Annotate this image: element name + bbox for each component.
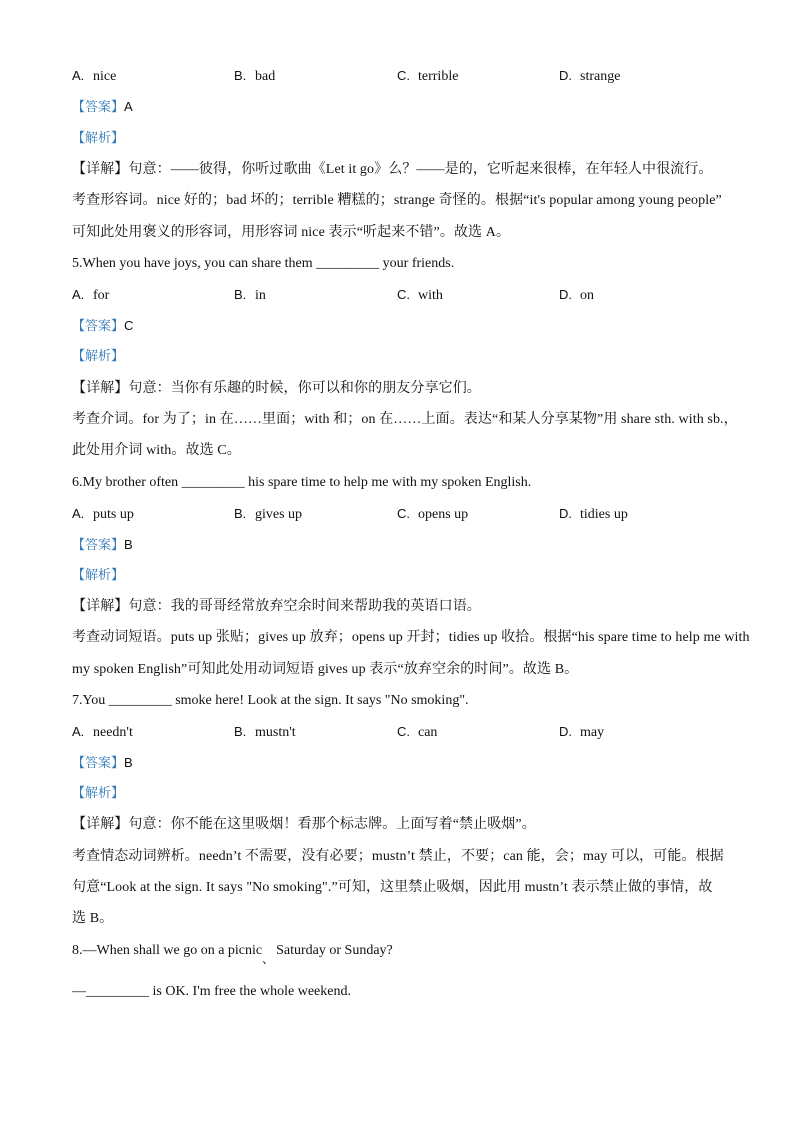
q5-answer: 【答案】C: [72, 318, 134, 334]
q5-option-a: A. for: [72, 287, 110, 303]
q6-question: 6.My brother often _________ his spare time to help me with my spoken English.: [72, 475, 532, 490]
q8-question: 8.—When shall we go on a picnic 、 Saturday or Sunday?: [72, 943, 393, 966]
q6-answer: 【答案】B: [72, 537, 133, 553]
q6-option-b: B. gives up: [234, 506, 303, 522]
q6-detail: 【详解】句意：我的哥哥经常放弃空余时间来帮助我的英语口语。: [72, 599, 481, 614]
q6-explain-2: my spoken English”可知此处用动词短语 gives up 表示“放弃空余的时间”。故选 B。: [72, 662, 579, 677]
q6-explain-1: 考查动词短语。puts up 张贴；gives up 放弃；opens up 开封；tidies up 收拾。根据“his spare time to help me with: [72, 630, 750, 645]
q4-explain-2: 可知此处用褒义的形容词，用形容词 nice 表示“听起来不错”。故选 A。: [72, 225, 511, 240]
q7-question: 7.You _________ smoke here! Look at the sign. It says "No smoking".: [72, 693, 469, 708]
q6-option-d: D. tidies up: [559, 506, 628, 522]
q4-option-a: A. nice: [72, 68, 117, 84]
q7-explain-3: 选 B。: [72, 911, 114, 926]
q6-option-a: A. puts up: [72, 506, 134, 522]
q7-analysis-label: 【解析】: [72, 786, 125, 801]
q4-analysis-label: 【解析】: [72, 131, 125, 146]
q6-options: [72, 504, 732, 524]
q5-question: 5.When you have joys, you can share them _________ your friends.: [72, 256, 455, 271]
q5-analysis-label: 【解析】: [72, 349, 125, 364]
q7-answer: 【答案】B: [72, 755, 133, 771]
q5-options: [72, 285, 732, 305]
q4-option-b: B. bad: [234, 68, 276, 84]
q4-detail: 【详解】句意：——彼得，你听过歌曲《Let it go》么？——是的，它听起来很棒，在年轻人中很流行。: [72, 162, 713, 177]
q7-explain-2: 句意“Look at the sign. It says "No smoking".”可知，这里禁止吸烟，因此用 mustn’t 表示禁止做的事情，故: [72, 880, 713, 895]
q5-explain-2: 此处用介词 with。故选 C。: [72, 443, 241, 458]
q4-options: [72, 66, 732, 86]
q4-explain-1: 考查形容词。nice 好的；bad 坏的；terrible 糟糕的；strange 奇怪的。根据“it's popular among young people”: [72, 193, 722, 208]
q4-option-d: D. strange: [559, 68, 621, 84]
q4-option-c: C. terrible: [397, 68, 459, 84]
q5-option-b: B. in: [234, 287, 266, 303]
q7-explain-1: 考查情态动词辨析。needn’t 不需要，没有必要；mustn’t 禁止，不要；can 能，会；may 可以，可能。根据: [72, 849, 724, 864]
q5-option-c: C. with: [397, 287, 443, 303]
q8-question-2: —_________ is OK. I'm free the whole weekend.: [72, 984, 351, 999]
q7-option-d: D. may: [559, 724, 605, 740]
q6-option-c: C. opens up: [397, 506, 469, 522]
q7-option-b: B. mustn't: [234, 724, 296, 740]
q6-analysis-label: 【解析】: [72, 568, 125, 583]
q7-detail: 【详解】句意：你不能在这里吸烟！看那个标志牌。上面写着“禁止吸烟”。: [72, 817, 536, 832]
q5-detail: 【详解】句意：当你有乐趣的时候，你可以和你的朋友分享它们。: [72, 381, 481, 396]
q7-options: [72, 722, 732, 742]
q7-option-c: C. can: [397, 724, 438, 740]
q7-option-a: A. needn't: [72, 724, 133, 740]
q4-answer: 【答案】A: [72, 99, 133, 115]
q5-option-d: D. on: [559, 287, 594, 303]
q5-explain-1: 考查介词。for 为了；in 在……里面；with 和；on 在……上面。表达“和某人分享某物”用 share sth. with sb.，: [72, 412, 738, 427]
